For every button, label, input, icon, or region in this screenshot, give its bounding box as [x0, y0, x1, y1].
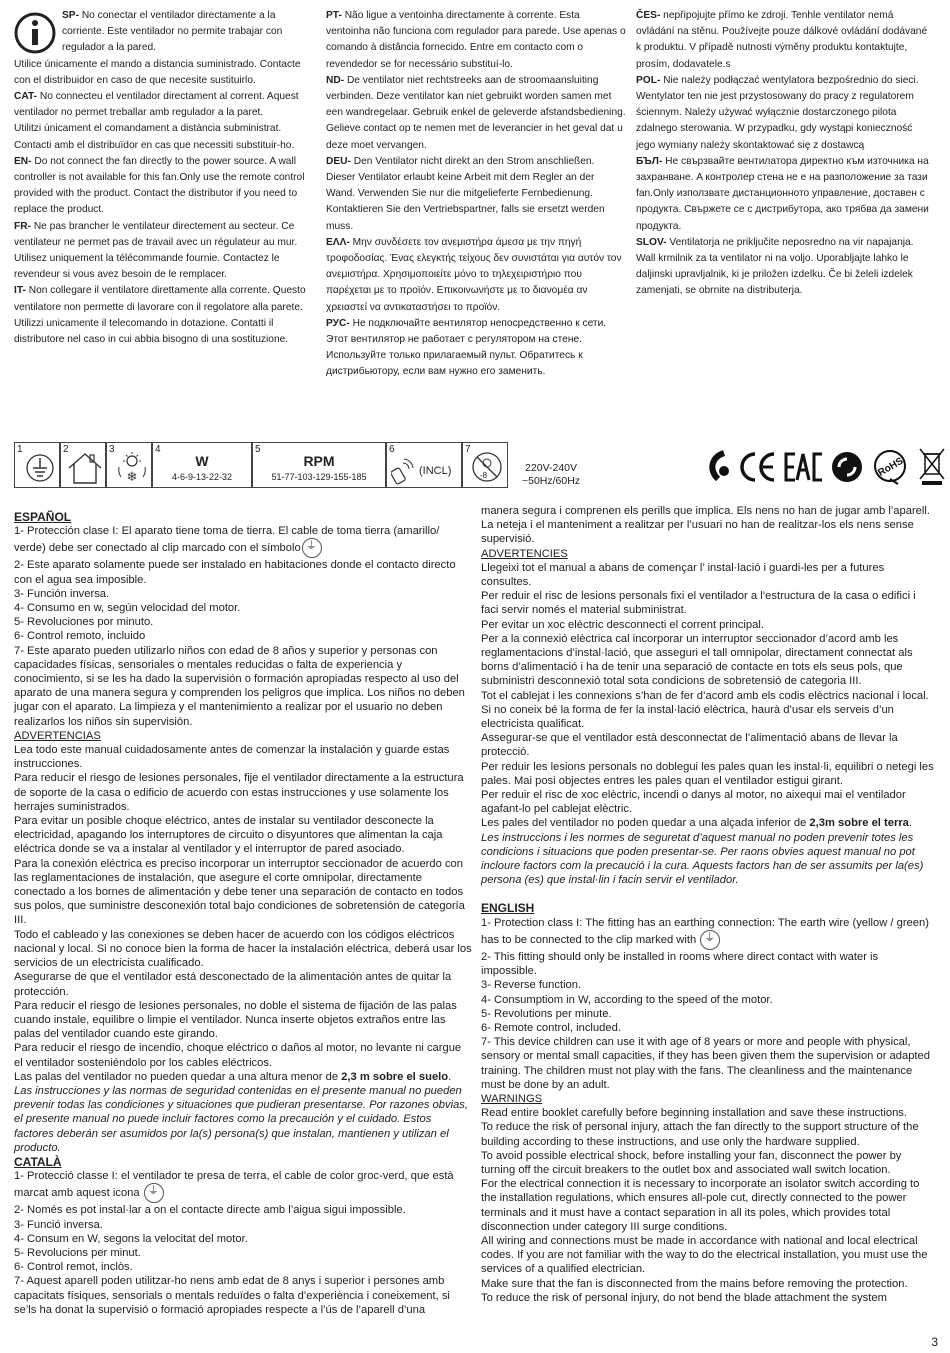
green-dot-icon [830, 450, 864, 484]
warning-item: All wiring and connections must be made in accordance with national and local electrical codes. If you are not familiar with the way to do the electrical installation, you must use the services of a qualified electrician. [481, 1234, 928, 1276]
remote-control-icon [391, 455, 417, 485]
warning-text: Ventilatorja ne priključite neposredno na vir napajanja. Wall krmilnik za ta ventilator ni na voljo. Uporabljajte lahko le daljinski upravljalnik, ki je priložen izdelku. Če bi želeli izdelek zamenjati, se obrnite na distributerja. [636, 236, 914, 297]
catala-item: 7- Aquest aparell poden utilitzar-ho nens amb edat de 8 anys i superior i persones amb capacitats físiques, sensorials o mentals reduïdes o falta d’experiència i coneixement, si se’ls ha donat la supervisió o formació apropiades respecte a l’ús de l’aparell d’una [14, 1275, 450, 1316]
advertencia-item: Per reduir les lesions personals no doblegui les pales quan les instal·li, equilibri o netegi les pales. Mai posi objectes entres les pales quan el ventilador estigui girant. [481, 760, 934, 787]
advertencia-item: Para reducir el riesgo de incendio, choque eléctrico o daños al motor, no levante ni cargue el ventilador sosteniéndolo por los cables eléctricos. [14, 1042, 462, 1069]
advertencies-list [481, 561, 934, 817]
warning-text: Não ligue a ventoinha directamente à corrente. Esta ventoinha não funciona com regulador para parede. Use apenas o comando à distância fornecido. Entre em contacto com o revendedor se for necessário substituí-lo. [326, 10, 626, 70]
symbol-cell-5 [252, 442, 386, 488]
espanol-item: 3- Función inversa. [14, 587, 110, 600]
symbol-cell-4 [152, 442, 252, 488]
advertencia-item: Tot el cablejat i les connexions s’han de fer d’acord amb els codis elèctrics nacional i local. Si no coneix bé la forma de fer la instal·lació elèctrica, haurà d’usar els serveis d’un electricista qualificat. [481, 689, 929, 731]
warning-paragraph [14, 8, 306, 57]
english-heading: ENGLISH [481, 901, 535, 916]
advertencias-heading: ADVERTENCIAS [14, 729, 101, 742]
warning-item: For the electrical connection it is necessary to incorporate an isolator switch according to the installation regulations, which ensures all-pole cut, directly connected to the power terminals and it must have a contact separation in all its poles, which provides total disconnection under category III surge conditions. [481, 1178, 920, 1233]
warning-paragraph [14, 89, 306, 121]
cell-number: 7 [465, 444, 471, 455]
symbol-cell-2 [60, 442, 106, 488]
warning-item: Read entire booklet carefully before beginning installation and save these instructions. [481, 1107, 908, 1120]
language-code: DEU- [326, 155, 351, 167]
language-code: РУС- [326, 317, 350, 329]
espanol-item: 6- Control remoto, incluido [14, 630, 146, 643]
warning-text: No conectar el ventilador directamente a la corriente. Este ventilador no permite trabajar con regulador a la pared. [62, 10, 283, 54]
english-item: 6- Remote control, included. [481, 1021, 621, 1034]
espanol-item: 2- Este aparato solamente puede ser instalado en habitaciones donde el contacto directo con el agua sea imposible. [14, 559, 456, 586]
espanol-items [14, 558, 472, 728]
symbol-cell-1 [14, 442, 60, 488]
language-code: ΕΛΛ- [326, 236, 350, 248]
symbol-cell-7 [462, 442, 508, 488]
cell-number: 4 [155, 444, 161, 455]
ce-mark-icon [738, 450, 778, 484]
warnings-heading: WARNINGS [481, 1092, 543, 1105]
symbol-strip [14, 442, 944, 492]
language-code: POL- [636, 74, 661, 86]
warning-text: Non collegare il ventilatore direttamente alla corrente. Questo ventilatore non permette di lavorare con il regolatore alla parete. Utilizzi unicamente il telecomando in dotazione. Contatti il distributore nel caso in cui abbia bisogno di una sostituzione. [14, 285, 306, 346]
advertencia-item: Para reducir el riesgo de lesiones personales, no doble el sistema de fijación de las palas cuando instale, equilibre o limpie el ventilador. Nunca inserte objetos extraños entre las palas del ventilador cuando este girando. [14, 999, 457, 1041]
language-code: EN- [14, 155, 32, 167]
advertencia-item: Per reduir el risc de xoc elèctric, incendi o danys al motor, no aixequi mai el ventilador agafant-lo pel cablejat elèctric. [481, 789, 906, 816]
warning-paragraph [326, 154, 626, 235]
warning-paragraph [14, 283, 306, 348]
catala-items [14, 1203, 472, 1317]
eac-mark-icon [784, 450, 824, 484]
earth-symbol-icon [700, 930, 720, 950]
warning-text: Не подключайте вентилятор непосредственно к сети. Этот вентилятор не работает с регулятором на стене. Используйте только прилагаемый пульт. Обратитесь к дистрибьютору, если вам нужно его заменить. [326, 317, 607, 378]
catala-item: 6- Control remot, inclòs. [14, 1261, 133, 1274]
warning-text: No connecteu el ventilador directament al corrent. Aquest ventilador no permet treballar amb regulador a la paret. [14, 91, 299, 119]
reverse-function-icon [115, 451, 149, 485]
english-item-1: 1- Protection class I: The fitting has an earthing connection: The earth wire (yellow / green) has to be connected to the clip marked with ⏚ [481, 916, 934, 950]
language-code: ND- [326, 74, 345, 86]
espanol-item: 5- Revoluciones por minuto. [14, 616, 154, 629]
advertencia-item: Assegurar-se que el ventilador està desconnectat de l’alimentació abans de llevar la protecció. [481, 732, 898, 759]
page-number: 3 [931, 1335, 938, 1349]
svg-text:❄: ❄ [126, 470, 138, 485]
espanol-disclaimer: Las instrucciones y las normas de seguridad contenidas en el presente manual no pueden prevenir todas las condiciones y situaciones que pudieran presentarse. Por razones obvias, el presente manual no puede incluir factores como la precaución y el cuidado. Estos factores deberán ser asumidos por la(s) persona(s) que instalan, mantienen y utilizan el producto. [14, 1084, 468, 1154]
earth-symbol-icon [302, 538, 322, 558]
espanol-item-1-text: 1- Protección clase I: El aparato tiene toma de tierra. El cable de toma tierra (amarillo/ verde) debe ser conectado al clip marcado con el símbolo [14, 525, 440, 555]
warning-item: Make sure that the fan is disconnected from the mains before removing the protection. [481, 1277, 908, 1290]
warning-paragraph [636, 8, 934, 73]
house-indoor-icon [66, 449, 104, 487]
warning-paragraph [14, 219, 306, 284]
warnings-column-1 [14, 8, 306, 348]
warning-paragraph [14, 154, 306, 219]
cell-number: 6 [389, 444, 395, 455]
cell-number: 1 [17, 444, 23, 455]
warning-paragraph [14, 121, 306, 153]
warning-text: Ne pas brancher le ventilateur directement au secteur. Ce ventilateur ne permet pas de travail avec un régulateur au mur. Utilisez uniquement la télécommande fournie. Contactez le revendeur si vous avez besoin de le remplacer. [14, 220, 298, 281]
warning-item: To reduce the risk of personal injury, do not bend the blade attachment the system [481, 1291, 887, 1304]
warning-text: Utilice únicamente el mando a distancia suministrado. Contacte con el distribuidor en caso de que necesite sustituirlo. [14, 58, 301, 86]
espanol-item-1 [14, 524, 472, 558]
rohs-compliant-icon [872, 448, 908, 486]
rohs-label: RoHS [876, 455, 906, 479]
earth-ground-icon [25, 453, 55, 483]
cell-number: 2 [63, 444, 69, 455]
english-item: 3- Reverse function. [481, 979, 582, 992]
espanol-height-note: Las palas del ventilador no pueden quedar a una altura menor de 2,3 m sobre el suelo. [14, 1070, 452, 1083]
warnings-column-2 [326, 8, 626, 381]
language-code: FR- [14, 220, 31, 232]
warning-text: Do not connect the fan directly to the power source. A wall controller is not available for this fan.Only use the remote control provided with the product. Contact the distributor if you need to replace the product. [14, 155, 305, 216]
voltage: 220V-240V [525, 462, 578, 474]
language-code: ČES- [636, 10, 661, 21]
watt-values: 4-6-9-13-22-32 [171, 472, 233, 482]
language-code: IT- [14, 285, 26, 297]
warnings-list [481, 1106, 934, 1305]
included-label: (INCL) [419, 465, 452, 477]
warning-paragraph [636, 154, 934, 235]
warning-item: To reduce the risk of personal injury, attach the fan directly to the support structure of the building according to these instructions, and use only the hardware supplied. [481, 1121, 919, 1148]
warning-item: To avoid possible electrical shock, before installing your fan, disconnect the power by turning off the circuit breakers to the outlet box and associated wall switch location. [481, 1149, 902, 1176]
advertencia-item: Para evitar un posible choque eléctrico, antes de instalar su ventilador desconecte la electricidad, apagando los interruptores de circuito o disyuntores que alimentan la caja eléctrica donde se va a instalar al ventilador y el interruptor de pared asociado. [14, 815, 443, 856]
warning-text: Den Ventilator nicht direkt an den Strom anschließen. Dieser Ventilator erlaubt keine Arbeit mit dem Regler an der Wand. Verwenden Sie nur die mitgelieferte Fernbedienung. Kontaktieren Sie den Vertriebspartner, falls sie ersetzt werden muss. [326, 155, 605, 232]
advertencia-item: Per evitar un xoc elèctric desconnecti el corrent principal. [481, 618, 764, 631]
catala-item-1: 1- Protecció classe I: el ventilador te presa de terra, el cable de color groc-verd, que està marcat amb aquest icona ⏚ [14, 1169, 472, 1203]
advertencia-item: Todo el cableado y las conexiones se deben hacer de acuerdo con los códigos eléctricos nacional y local. Si no conoce bien la forma de hacer la instalación eléctrica, deberá usar los servicios de un electricista cualificado. [14, 928, 472, 970]
symbol-cell-6 [386, 442, 462, 488]
language-code: SP- [62, 10, 79, 21]
right-column [481, 505, 934, 1305]
weee-bin-icon [918, 446, 946, 486]
warning-text: Utilitzi únicament el comandament a distància subministrat. Contacti amb el distribuïdor en cas que necessiti substituir-ho. [14, 123, 295, 151]
earth-symbol-icon [144, 1183, 164, 1203]
warning-paragraph [326, 316, 626, 381]
multilingual-warnings [14, 8, 934, 428]
advertencias-list [14, 743, 472, 1070]
warning-text: Nie należy podłączać wentylatora bezpośrednio do sieci. Wentylator ten nie jest przystosowany do pracy z regulatorem ściennym. Należy używać wyłącznie dostarczonego pilota zdalnego sterowania. W przypadku, gdy wystąpi konieczność jego wymiany należy skontaktować się z dostawcą [636, 74, 919, 151]
warning-text: Не свързвайте вентилатора директно към източника на захранване. A контролер стена не е на разположение за тази fan.Only използвате дистанционното управление, доставен с продукта. Свържете се с дистрибутора, ако трябва да замени продукта. [636, 155, 929, 232]
advertencia-item: Asegurarse de que el ventilador está desconectado de la alimentación antes de quitar la protección. [14, 971, 452, 998]
warning-paragraph [326, 73, 626, 154]
catala-height-note: Les pales del ventilador no poden quedar a una alçada inferior de 2,3m sobre el terra. [481, 817, 913, 830]
warning-paragraph [636, 235, 934, 300]
english-items [481, 950, 934, 1092]
rpm-title: RPM [303, 453, 335, 469]
catala-continued: manera segura i comprenen els perills que implica. Els nens no han de jugar amb l’aparell. La neteja i el manteniment a realitzar per l’usuari no han de realitzar-los els nens sense supervisió. [481, 505, 930, 546]
catala-item: 5- Revolucions per minut. [14, 1246, 141, 1259]
advertencia-item: Para reducir el riesgo de lesiones personales, fije el ventilador directamente a la estructura de soporte de la casa o edificio de acuerdo con estas instrucciones y use solamente los herrajes suministrados. [14, 772, 464, 813]
warning-paragraph [636, 73, 934, 154]
language-code: CAT- [14, 91, 38, 103]
cell-number: 5 [255, 444, 261, 455]
frequency: ~50Hz/60Hz [522, 475, 581, 487]
english-item: 4- Consumptiom in W, according to the speed of the motor. [481, 993, 773, 1006]
english-item: 7- This device children can use it with age of 8 years or more and people with physical, sensory or mental small capacities, if they has been given them the supervision or adapted training. The children must not play with the fans. The cleanliness and the maintenance must be done by an adult. [481, 1036, 930, 1091]
catala-item: 3- Funció inversa. [14, 1218, 103, 1231]
advertencia-item: Per a la connexió elèctrica cal incorporar un interruptor seccionador d’acord amb les reglamentacions d’instal·lació, que asseguri el tall omnipolar, directament connectat als borns d’alimentació i ha de tenir una separació de contacte en tots els seus pols, que subministri desconnexió total sota condicions de sobretensió de categoria III. [481, 632, 913, 688]
catala-heading: CATALÀ [14, 1154, 62, 1169]
warning-paragraph [326, 235, 626, 316]
age-label: -8 [480, 471, 488, 480]
certification-marks [704, 446, 949, 486]
language-code: PT- [326, 10, 342, 21]
left-column [14, 510, 472, 1317]
advertencia-item: Llegeixi tot el manual a abans de començar l’ instal·lació i guardi-les per a futures consultes. [481, 561, 885, 589]
warning-text: nepřipojujte přímo ke zdroji. Tenhle ventilator nemá ovládání na stěnu. Používejte pouze dálkové ovládání dodávané k produktu. V případě nutnosti výměny produktu kontaktujte, prosím, dodavatele.s [636, 10, 928, 70]
warning-text: De ventilator niet rechtstreeks aan de stroomaansluiting verbinden. Deze ventilator kan niet gebruikt worden samen met een wandregelaar. Gebruik enkel de geleverde afstandsbediening. Gelieve contact op te nemen met de leverancier in het geval dat u deze moet vervangen. [326, 74, 626, 151]
catala-item: 4- Consum en W, segons la velocitat del motor. [14, 1232, 248, 1245]
cell-number: 3 [109, 444, 115, 455]
symbol-cell-3 [106, 442, 152, 488]
rpm-values: 51-77-103-129-155-185 [271, 472, 367, 482]
espanol-item: 7- Este aparato pueden utilizarlo niños con edad de 8 años y superior y personas con capacidades físicas, sensoriales o mentales reducidas o falta de experiencia y conocimiento, si se les ha dado la supervisión o formación apropiadas respecto al uso del aparato de una manera segura y comprenden los peligros que implica. Los niños no deben jugar con el aparato. La limpieza y el mantenimiento a realizar por el usuario no deben realizarlos los niños sin supervisión. [14, 644, 465, 728]
espanol-item: 4- Consumo en w, según velocidad del motor. [14, 602, 241, 615]
recycling-mark-icon [704, 449, 736, 485]
language-code: SLOV- [636, 236, 667, 248]
advertencia-item: Para la conexión eléctrica es preciso incorporar un interruptor seccionador de acuerdo con las reglamentaciones de instalación, que asegure el corte omnipolar, directamente conectado a los bornes de alimentación y debe tener una separación de contacto en todos sus polos, que suministre desconexión total bajo condiciones de sobretensión de categoría III. [14, 857, 465, 927]
advertencia-item: Lea todo este manual cuidadosamente antes de comenzar la instalación y guarde estas instrucciones. [14, 744, 450, 771]
warnings-column-3 [636, 8, 934, 300]
language-code: БЪЛ- [636, 155, 663, 167]
english-item: 5- Revolutions per minute. [481, 1007, 612, 1020]
espanol-heading: ESPAÑOL [14, 510, 72, 524]
advertencies-heading: ADVERTENCIES [481, 547, 568, 560]
warning-paragraph [326, 8, 626, 73]
warning-paragraph [14, 57, 306, 89]
catala-item: 2- Només es pot instal·lar a on el contacte directe amb l’aigua sigui impossible. [14, 1204, 406, 1217]
advertencia-item: Per reduir el risc de lesions personals fixi el ventilador a l’estructura de la casa o edifici i faci servir només el material subministrat. [481, 590, 916, 617]
power-rating [522, 462, 580, 488]
english-item: 2- This fitting should only be installed in rooms where direct contact with water is impossible. [481, 950, 879, 978]
warning-text: Μην συνδέσετε τον ανεμιστήρα άμεσα με την πηγή τροφοδοσίας. Ένας ελεγκτής τείχους δεν συνιστάται για αυτόν τον ανεμιστήρα. Χρησιμοποιείτε μόνο το τηλεχειριστήριο που παρέχεται με το προϊόν. Επικοινωνήστε με το διανομέα αν χρειαστεί να αντικαταστήσει το προϊόν. [326, 236, 622, 313]
catala-disclaimer: Les instruccions i les normes de seguretat d’aquest manual no poden prevenir totes les condicions i situacions que poden presentar-se. Per raons obvies aquest manual no pot incloure factors com la precaució i la cura. Aquests factors han de ser assumits per la(es) persona (es) que instal·lin i facin servir el ventilador. [481, 831, 924, 887]
watt-title: W [195, 453, 209, 469]
